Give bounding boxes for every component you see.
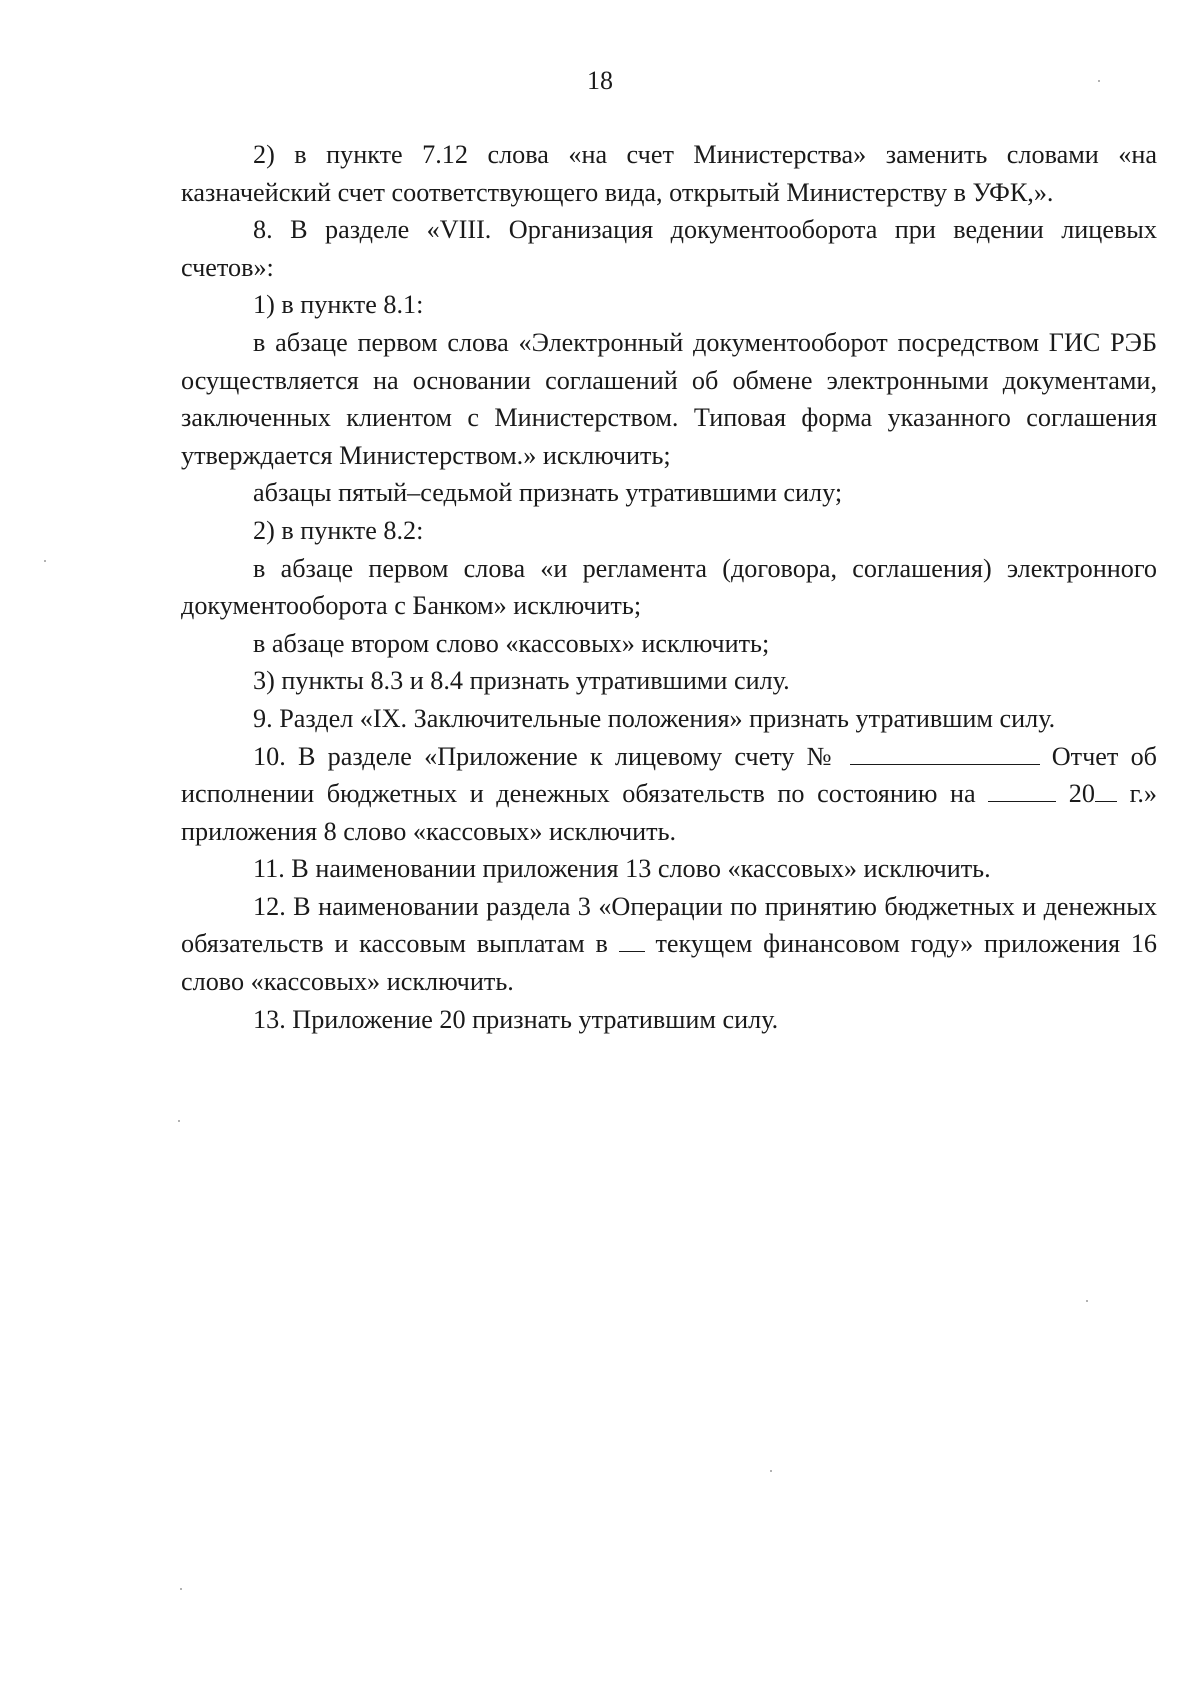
- paragraph-10-text-d: г.» приложения 8 слово «кассовых» исключить.: [181, 779, 1157, 846]
- page-number: 18: [587, 66, 613, 95]
- scan-speck: [178, 1120, 180, 1122]
- paragraph-11: 11. В наименовании приложения 13 слово «кассовых» исключить.: [253, 854, 991, 884]
- scan-speck: [180, 1588, 182, 1590]
- paragraph-8-1-abzac-1: в абзаце первом слова «Электронный документооборот посредством ГИС РЭБ осуществляется на основании соглашений об обмене электронными документами, заключенных клиентом с Министерством. Типовая форма указанного соглашения утверждается Министерством.» исключить;: [181, 327, 1157, 470]
- paragraph-8: 8. В разделе «VIII. Организация документооборота при ведении лицевых счетов»:: [181, 215, 1157, 282]
- paragraph-13: 13. Приложение 20 признать утратившим силу.: [253, 1004, 779, 1034]
- year-blank-12: [619, 929, 645, 952]
- paragraph-7-2: 2) в пункте 7.12 слова «на счет Министерства» заменить словами «на казначейский счет соответствующего вида, открытый Министерству в УФК,».: [181, 140, 1157, 207]
- scan-speck: [1098, 80, 1100, 82]
- paragraph-8-2-abzac-2: в абзаце втором слово «кассовых» исключить;: [253, 628, 770, 658]
- paragraph-9: 9. Раздел «IX. Заключительные положения» признать утратившим силу.: [253, 703, 1056, 733]
- paragraph-8-3-8-4: 3) пункты 8.3 и 8.4 признать утратившими силу.: [253, 666, 790, 696]
- paragraph-10-text-a: 10. В разделе «Приложение к лицевому счету №: [253, 741, 838, 771]
- paragraph-8-1: 1) в пункте 8.1:: [253, 290, 424, 320]
- paragraph-10: [181, 738, 1157, 851]
- paragraph-10-year: 20: [1068, 779, 1095, 809]
- document-body: [181, 136, 1157, 1038]
- paragraph-8-1-abzac-5-7: абзацы пятый–седьмой признать утратившими силу;: [253, 478, 843, 508]
- scan-speck: [1086, 1300, 1088, 1302]
- scan-speck: [44, 560, 46, 562]
- paragraph-12-text-a: 12. В наименовании раздела 3 «Операции по принятию бюджетных и денежных обязательств и кассовым выплатам в: [181, 891, 1157, 959]
- scan-speck: [770, 1470, 772, 1472]
- paragraph-8-2-abzac-1: в абзаце первом слова «и регламента (договора, соглашения) электронного документооборота с Банком» исключить;: [181, 553, 1157, 621]
- date-blank: [988, 779, 1056, 802]
- paragraph-8-2: 2) в пункте 8.2:: [253, 515, 424, 545]
- account-number-blank: [850, 742, 1040, 765]
- paragraph-12: [181, 888, 1157, 1001]
- paragraph-10-text-b: Отчет об исполнении бюджетных и денежных обязательств по состоянию на: [181, 741, 1158, 809]
- year-blank: [1095, 779, 1117, 802]
- paragraph-12-text-b: текущем финансовом году» приложения 16 слово «кассовых» исключить.: [181, 929, 1158, 997]
